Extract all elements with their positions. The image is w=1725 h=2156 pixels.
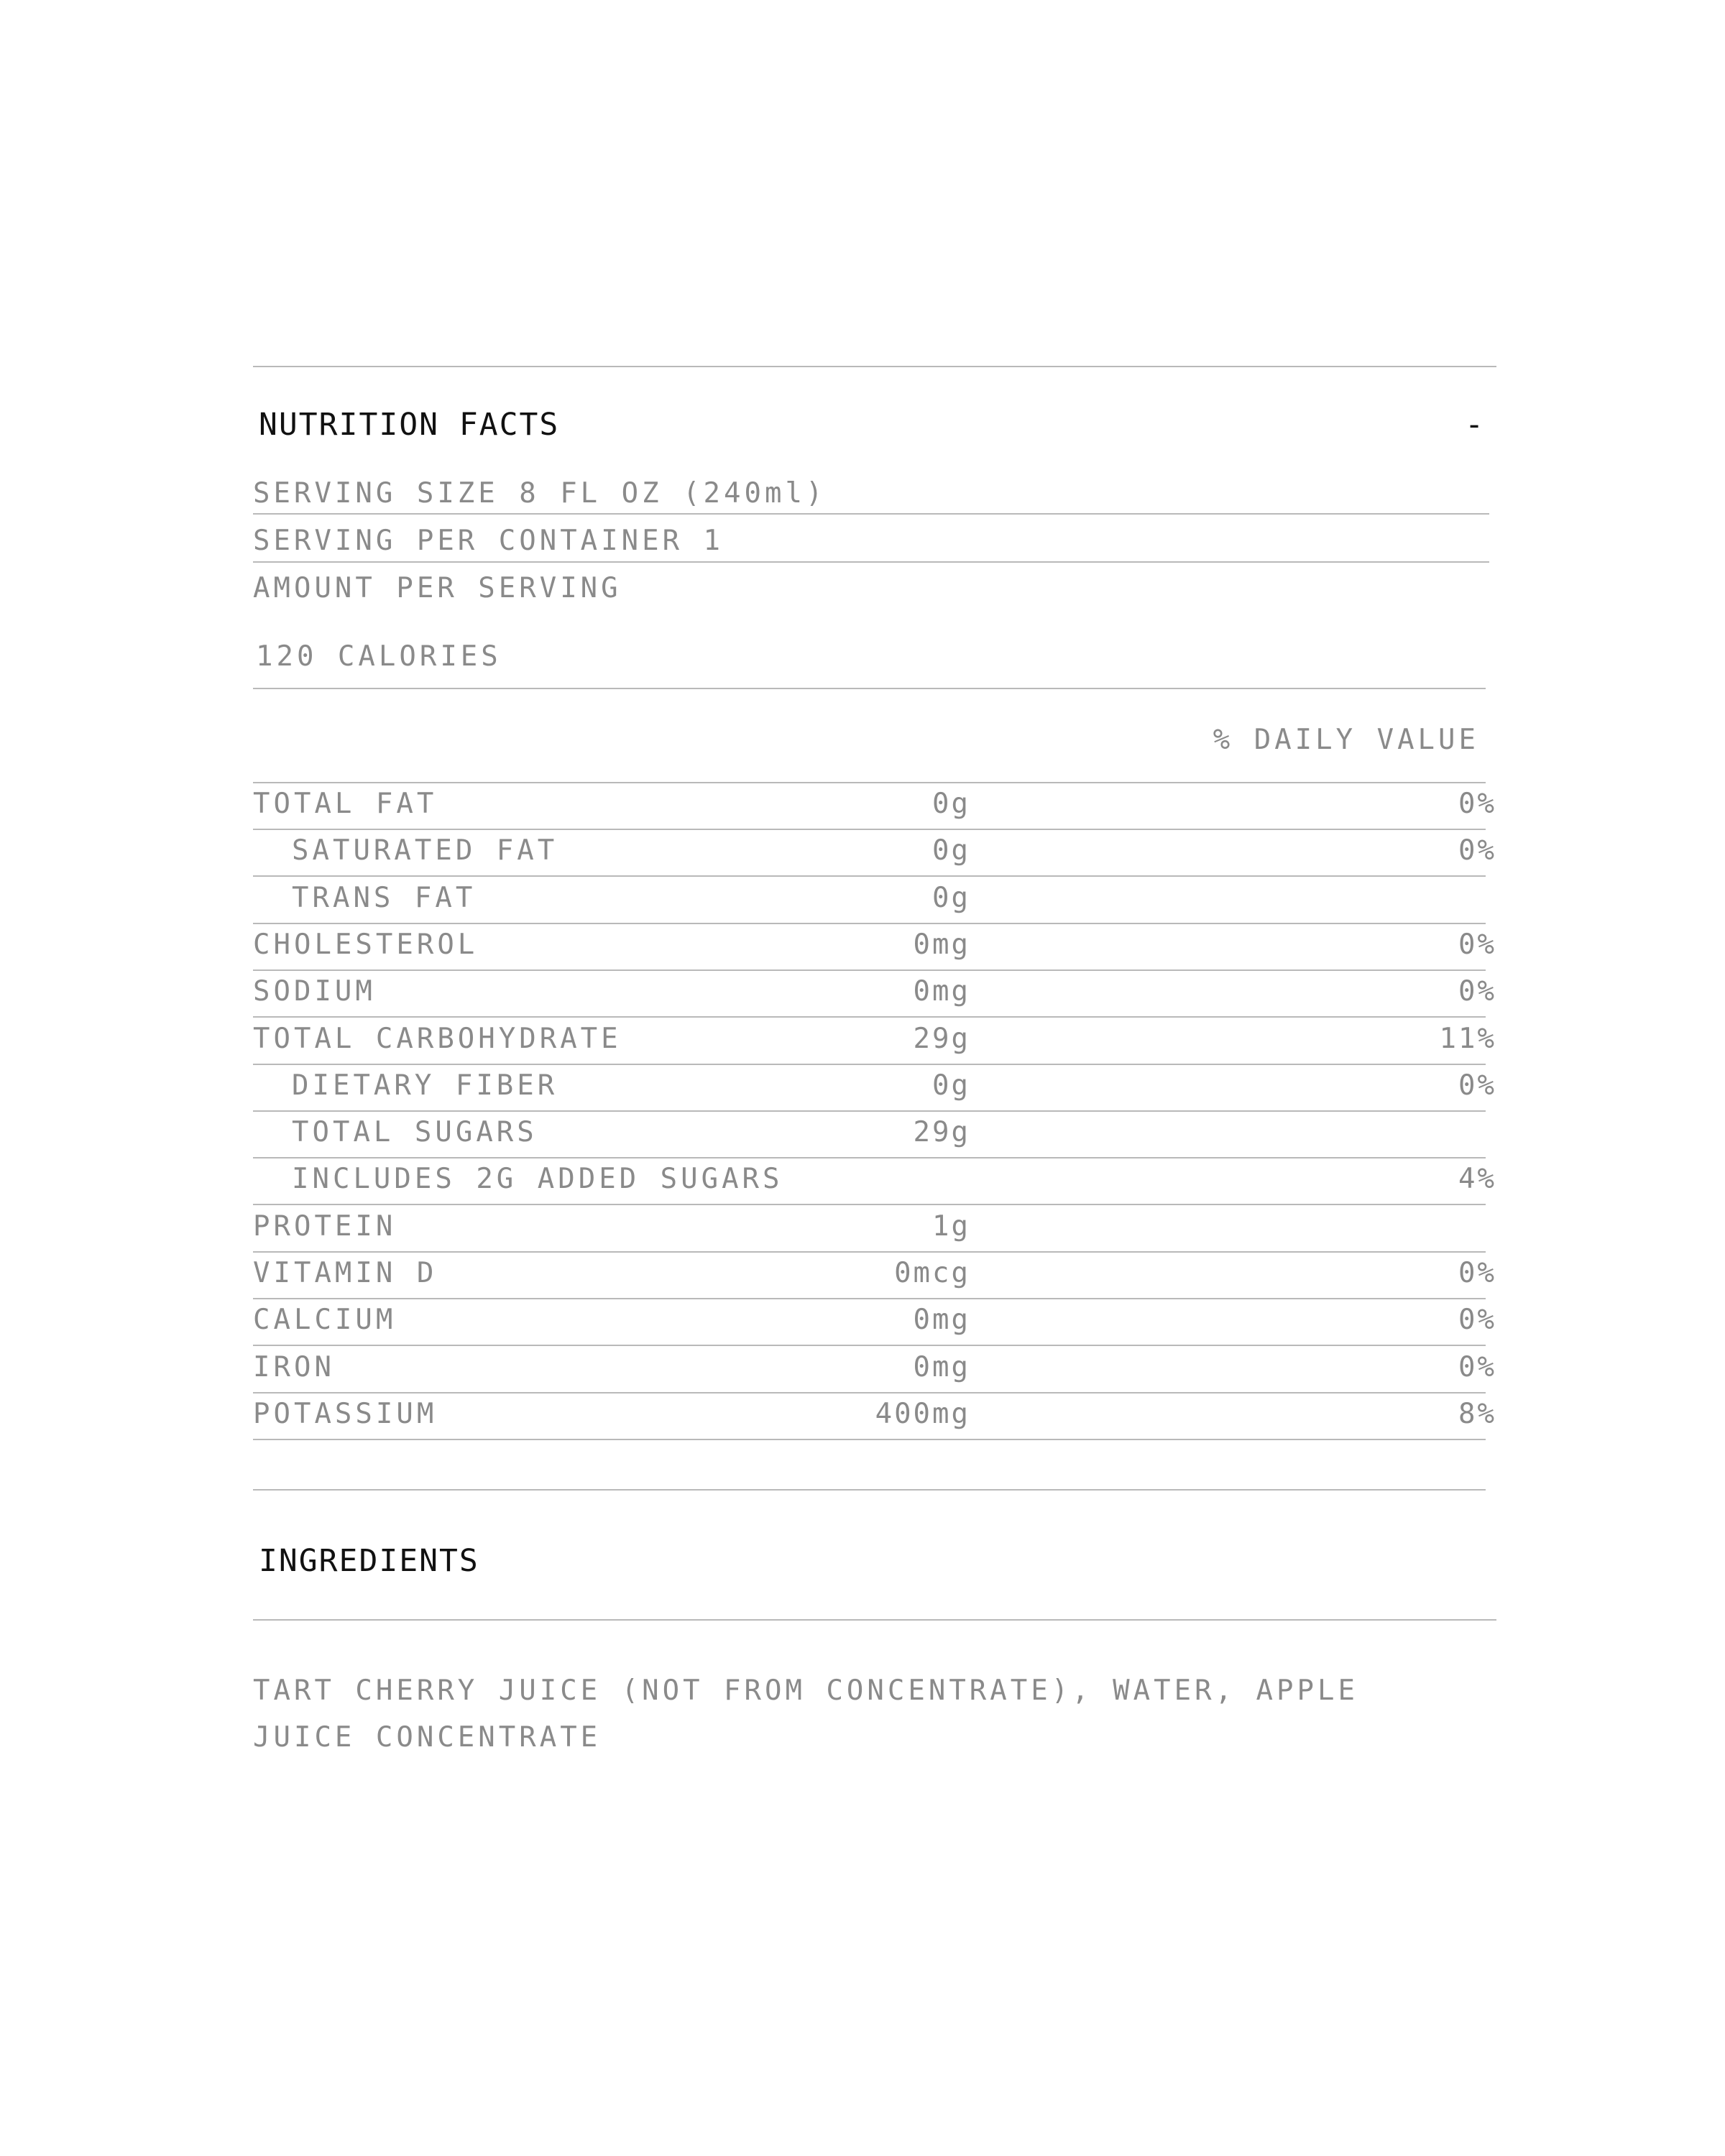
row-divider (253, 1439, 1486, 1440)
nutrient-amount: 29g (913, 1116, 970, 1149)
nutrient-row (253, 877, 1496, 924)
calories-divider (253, 688, 1486, 689)
nutrient-daily-value: 0% (1458, 1304, 1496, 1337)
nutrient-daily-value: 0% (1458, 975, 1496, 1008)
nutrient-name: TOTAL SUGARS (292, 1116, 538, 1149)
nutrient-amount: 0mg (913, 1350, 970, 1383)
nutrient-name: INCLUDES 2G ADDED SUGARS (292, 1163, 783, 1196)
nutrient-name: SATURATED FAT (292, 834, 558, 867)
nutrient-row (253, 783, 1496, 830)
nutrient-amount: 29g (913, 1022, 970, 1055)
nutrient-row (253, 1253, 1496, 1299)
nutrient-amount: 0g (932, 788, 970, 820)
nutrient-row (253, 1299, 1496, 1346)
nutrient-name: CALCIUM (253, 1304, 397, 1337)
nutrient-row (253, 1347, 1496, 1393)
nutrient-daily-value: 0% (1458, 928, 1496, 961)
nutrient-row (253, 1206, 1496, 1253)
nutrient-daily-value: 0% (1458, 1069, 1496, 1102)
nutrient-amount: 1g (932, 1210, 970, 1243)
nutrient-name: TOTAL CARBOHYDRATE (253, 1022, 622, 1055)
servings-divider (253, 561, 1489, 563)
calories: 120 CALORIES (256, 640, 502, 673)
nutrient-name: IRON (253, 1350, 335, 1383)
nutrient-name: PROTEIN (253, 1210, 397, 1243)
daily-value-header: % DAILY VALUE (1213, 724, 1479, 756)
ingredients-top-divider (253, 1489, 1486, 1491)
nutrient-amount: 0g (932, 834, 970, 867)
nutrient-row (253, 971, 1496, 1018)
collapse-toggle-button[interactable]: - (1465, 407, 1484, 443)
nutrient-row (253, 1018, 1496, 1065)
servings-per-container: SERVING PER CONTAINER 1 (253, 525, 724, 557)
nutrient-name: TRANS FAT (292, 881, 477, 914)
nutrient-row (253, 830, 1496, 877)
serving-size-divider (253, 513, 1489, 515)
nutrient-daily-value: 11% (1439, 1022, 1496, 1055)
nutrient-name: POTASSIUM (253, 1397, 438, 1430)
nutrient-row (253, 1158, 1496, 1205)
nutrient-amount: 0mg (913, 1304, 970, 1337)
nutrient-row (253, 924, 1496, 971)
nutrient-daily-value: 0% (1458, 1257, 1496, 1289)
top-divider (253, 366, 1496, 367)
ingredients-title: INGREDIENTS (259, 1543, 479, 1579)
serving-size: SERVING SIZE 8 FL OZ (240ml) (253, 477, 827, 510)
nutrient-row (253, 1065, 1496, 1112)
nutrient-amount: 0mcg (894, 1257, 970, 1289)
nutrient-daily-value: 0% (1458, 834, 1496, 867)
nutrient-amount: 0mg (913, 975, 970, 1008)
nutrient-name: DIETARY FIBER (292, 1069, 558, 1102)
ingredients-list: TART CHERRY JUICE (NOT FROM CONCENTRATE), WATER, APPLE JUICE CONCENTRATE (253, 1674, 1358, 1754)
nutrient-row (253, 1112, 1496, 1158)
nutrient-daily-value: 8% (1458, 1397, 1496, 1430)
amount-per-serving-label: AMOUNT PER SERVING (253, 572, 622, 604)
ingredients-divider (253, 1619, 1496, 1621)
nutrient-name: SODIUM (253, 975, 376, 1008)
nutrient-daily-value: 4% (1458, 1163, 1496, 1196)
nutrient-name: TOTAL FAT (253, 788, 438, 820)
nutrient-daily-value: 0% (1458, 1350, 1496, 1383)
nutrient-row (253, 1393, 1496, 1440)
nutrient-amount: 0g (932, 881, 970, 914)
nutrient-daily-value: 0% (1458, 788, 1496, 820)
nutrient-name: CHOLESTEROL (253, 928, 479, 961)
nutrient-amount: 400mg (875, 1397, 970, 1430)
nutrient-amount: 0g (932, 1069, 970, 1102)
nutrient-amount: 0mg (913, 928, 970, 961)
nutrient-name: VITAMIN D (253, 1257, 438, 1289)
nutrition-facts-title: NUTRITION FACTS (259, 407, 560, 443)
